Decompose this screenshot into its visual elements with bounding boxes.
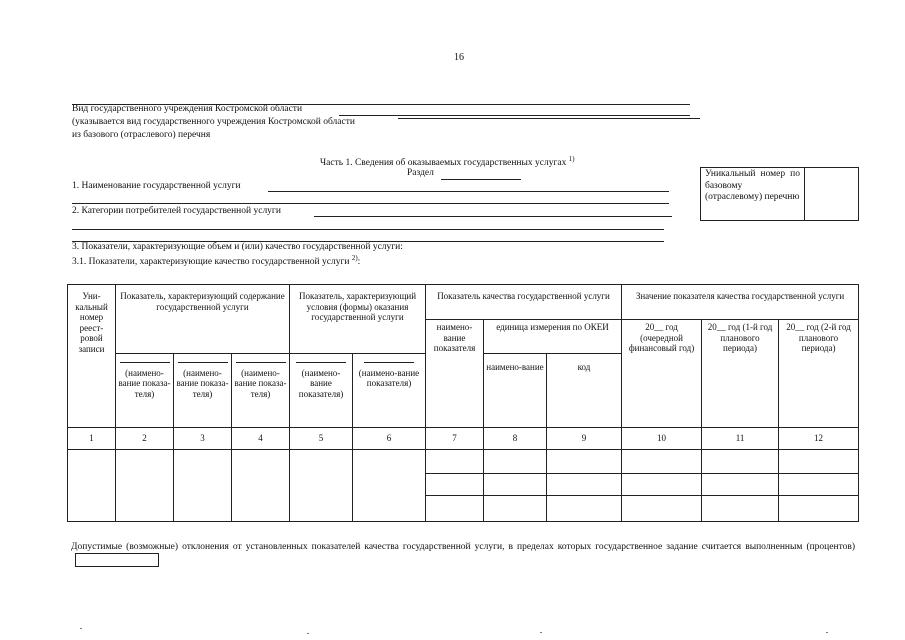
header-year-1: 20__ год (очередной финансовый год) xyxy=(622,320,702,428)
subheader-unit-code: код xyxy=(547,354,622,428)
subheader-text: (наимено-вание показателя) xyxy=(358,367,420,388)
data-cell[interactable] xyxy=(702,496,779,522)
data-cell[interactable] xyxy=(426,450,484,474)
part-title-footnote: 1) xyxy=(568,155,575,163)
col-number: 5 xyxy=(290,428,353,450)
intro-fill-line-2 xyxy=(398,118,700,119)
col-number: 10 xyxy=(622,428,702,450)
subheader-text: (наимено-вание показа-теля) xyxy=(118,367,171,399)
subheader-conditions-1 xyxy=(290,354,353,428)
header-content-indicator: Показатель, характеризующий содержание государственной услуги xyxy=(116,285,290,354)
col-number: 6 xyxy=(353,428,426,450)
item-2-extra-line[interactable] xyxy=(72,229,664,230)
intro-line-1: Вид государственного учреждения Костромской области xyxy=(72,104,303,114)
header-quality-value: Значение показателя качества государственной услуги xyxy=(622,285,859,320)
intro-line-2: (указывается вид государственного учреждения Костромской области xyxy=(72,117,355,127)
subheader-content-1 xyxy=(116,354,174,428)
subheader-unit-name: наимено-вание xyxy=(484,354,547,428)
data-cell[interactable] xyxy=(232,450,290,522)
part-title-text: Часть 1. Сведения об оказываемых государственных услугах xyxy=(320,158,567,169)
item-31-label xyxy=(72,254,360,267)
col-number: 12 xyxy=(779,428,859,450)
data-cell[interactable] xyxy=(484,450,547,474)
header-unique-number: Уни-кальный номер реест-ровой записи xyxy=(68,285,116,428)
data-cell[interactable] xyxy=(290,450,353,522)
header-conditions-indicator: Показатель, характеризующий условия (формы) оказания государственной услуги xyxy=(290,285,426,354)
data-cell[interactable] xyxy=(622,450,702,474)
data-cell[interactable] xyxy=(702,450,779,474)
blank-line xyxy=(120,356,170,363)
scan-speck xyxy=(307,633,309,634)
data-cell[interactable] xyxy=(547,474,622,496)
blank-line xyxy=(364,356,414,363)
header-year-3: 20__ год (2-й год планового периода) xyxy=(779,320,859,428)
subheader-text: (наимено-вание показа-теля) xyxy=(176,367,229,399)
col-number: 1 xyxy=(68,428,116,450)
item-2-label: 2. Категории потребителей государственной услуги xyxy=(72,206,281,216)
intro-fill-line xyxy=(339,115,690,116)
col-number: 7 xyxy=(426,428,484,450)
data-cell[interactable] xyxy=(779,450,859,474)
header-unit-okei: единица измерения по ОКЕИ xyxy=(484,320,622,354)
item-31-colon: : xyxy=(357,257,361,268)
item-1-fill-line[interactable] xyxy=(268,191,669,192)
data-cell[interactable] xyxy=(426,474,484,496)
data-cell[interactable] xyxy=(547,496,622,522)
deviation-paragraph xyxy=(71,541,855,567)
data-cell[interactable] xyxy=(174,450,232,522)
header-year-2: 20__ год (1-й год планового периода) xyxy=(702,320,779,428)
subheader-conditions-2 xyxy=(353,354,426,428)
unique-number-box xyxy=(700,167,859,221)
section-fill-line xyxy=(441,179,521,180)
blank-line xyxy=(296,356,346,363)
unique-number-label: Уникальный номер по базовому (отраслевому) перечню xyxy=(701,168,805,220)
col-number: 4 xyxy=(232,428,290,450)
col-number: 3 xyxy=(174,428,232,450)
item-31-text: 3.1. Показатели, характеризующие качество государственной услуги xyxy=(72,257,350,268)
part-title xyxy=(320,155,575,168)
unique-number-value-cell[interactable] xyxy=(805,168,858,220)
subheader-text: (наимено-вание показателя) xyxy=(298,367,344,399)
data-cell[interactable] xyxy=(484,474,547,496)
section-label: Раздел xyxy=(407,168,434,178)
page-number: 16 xyxy=(454,52,464,63)
col-number: 9 xyxy=(547,428,622,450)
col-number: 8 xyxy=(484,428,547,450)
header-quality-indicator: Показатель качества государственной услуги xyxy=(426,285,622,320)
item-1-label: 1. Наименование государственной услуги xyxy=(72,181,241,191)
table-row xyxy=(68,450,859,474)
data-cell[interactable] xyxy=(484,496,547,522)
deviation-percent-box[interactable] xyxy=(75,553,159,567)
scan-speck xyxy=(826,632,828,633)
blank-line xyxy=(178,356,228,363)
column-number-row xyxy=(68,428,859,450)
scan-speck xyxy=(540,632,542,633)
subheader-text: (наимено-вание показа-теля) xyxy=(234,367,287,399)
quality-indicators-table xyxy=(67,284,859,522)
item-2-fill-line[interactable] xyxy=(314,216,672,217)
item-31-footnote: 2) xyxy=(351,254,358,262)
data-cell[interactable] xyxy=(622,474,702,496)
item-3-label: 3. Показатели, характеризующие объем и (или) качество государственной услуги: xyxy=(72,242,403,252)
item-1-extra-line[interactable] xyxy=(72,203,669,204)
data-cell[interactable] xyxy=(116,450,174,522)
data-cell[interactable] xyxy=(622,496,702,522)
deviation-text: Допустимые (возможные) отклонения от установленных показателей качества государственной услуги, в пределах которых государственное задание считается выполненным (процентов) xyxy=(71,542,855,552)
intro-line-3: из базового (отраслевого) перечня xyxy=(72,130,211,140)
scan-speck xyxy=(80,628,82,629)
data-cell[interactable] xyxy=(353,450,426,522)
data-cell[interactable] xyxy=(702,474,779,496)
subheader-content-2 xyxy=(174,354,232,428)
data-cell[interactable] xyxy=(68,450,116,522)
data-cell[interactable] xyxy=(779,496,859,522)
col-number: 11 xyxy=(702,428,779,450)
blank-line xyxy=(236,356,286,363)
data-cell[interactable] xyxy=(547,450,622,474)
data-cell[interactable] xyxy=(426,496,484,522)
header-indicator-name: наимено-вание показателя xyxy=(426,320,484,428)
subheader-content-3 xyxy=(232,354,290,428)
col-number: 2 xyxy=(116,428,174,450)
data-cell[interactable] xyxy=(779,474,859,496)
